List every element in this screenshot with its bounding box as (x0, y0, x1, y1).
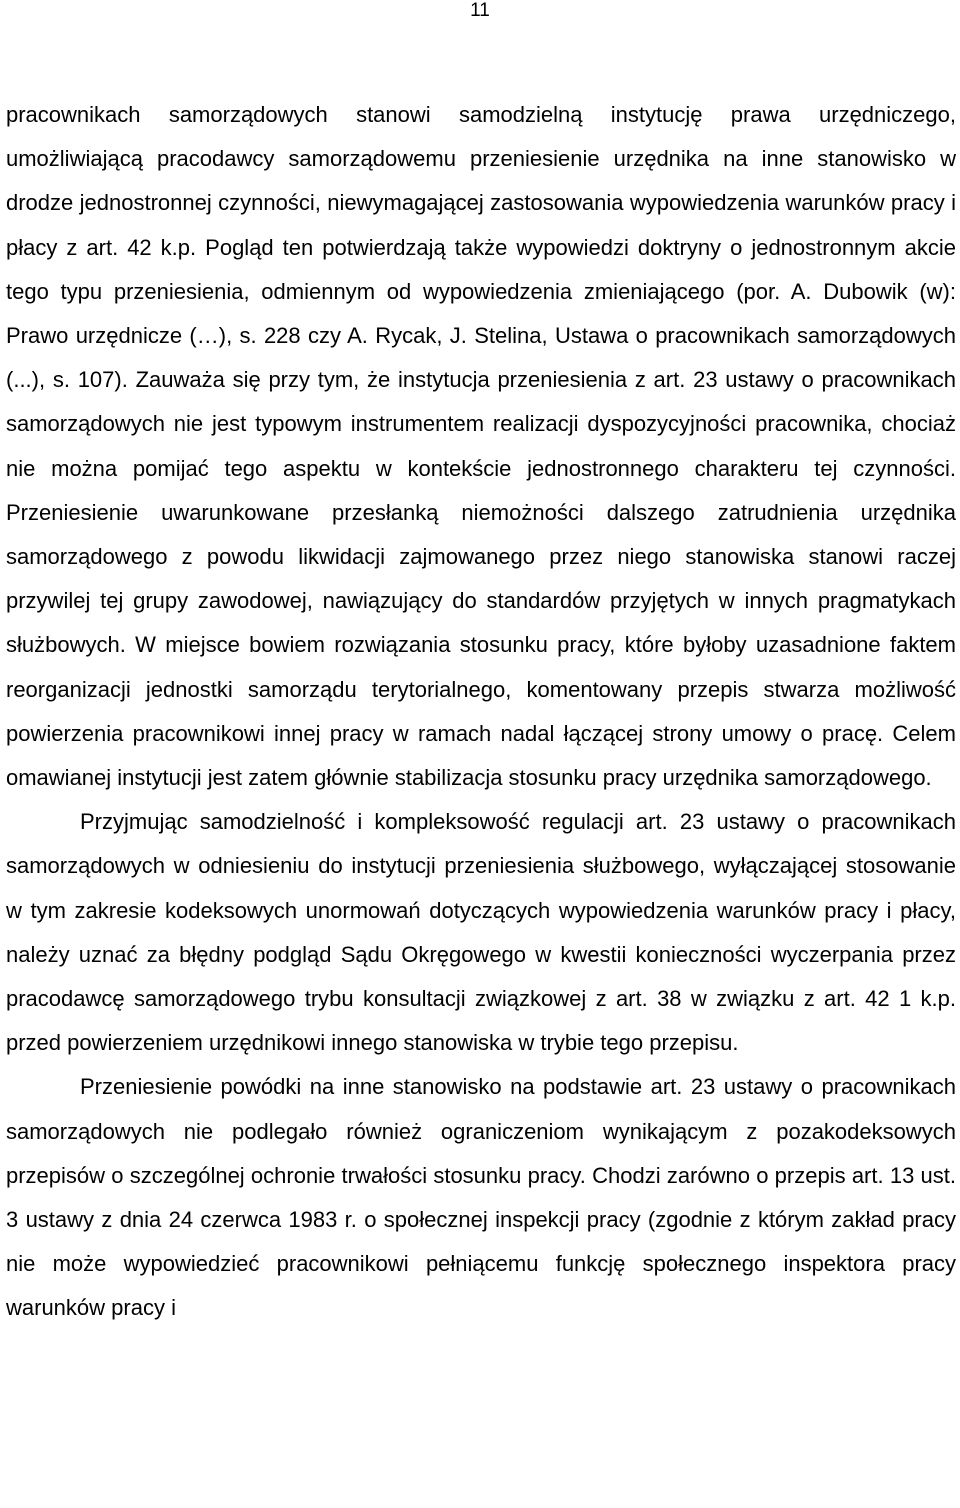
document-body (6, 93, 956, 1331)
paragraph-1: pracownikach samorządowych stanowi samodzielną instytucję prawa urzędniczego, umożliwiającą pracodawcy samorządowemu przeniesienie urzędnika na inne stanowisko w drodze jednostronnej czynności, niewymagającej zastosowania wypowiedzenia warunków pracy i płacy z art. 42 k.p. Pogląd ten potwierdzają także wypowiedzi doktryny o jednostronnym akcie tego typu przeniesienia, odmiennym od wypowiedzenia zmieniającego (por. A. Dubowik (w): Prawo urzędnicze (…), s. 228 czy A. Rycak, J. Stelina, Ustawa o pracownikach samorządowych (...), s. 107). Zauważa się przy tym, że instytucja przeniesienia z art. 23 ustawy o pracownikach samorządowych nie jest typowym instrumentem realizacji dyspozycyjności pracownika, chociaż nie można pomijać tego aspektu w kontekście jednostronnego charakteru tej czynności. Przeniesienie uwarunkowane przesłanką niemożności dalszego zatrudnienia urzędnika samorządowego z powodu likwidacji zajmowanego przez niego stanowiska stanowi raczej przywilej tej grupy zawodowej, nawiązujący do standardów przyjętych w innych pragmatykach służbowych. W miejsce bowiem rozwiązania stosunku pracy, które byłoby uzasadnione faktem reorganizacji jednostki samorządu terytorialnego, komentowany przepis stwarza możliwość powierzenia pracownikowi innej pracy w ramach nadal łączącej strony umowy o pracę. Celem omawianej instytucji jest zatem głównie stabilizacja stosunku pracy urzędnika samorządowego. (6, 102, 956, 791)
page-number: 11 (470, 0, 490, 21)
paragraph-2: Przyjmując samodzielność i kompleksowość regulacji art. 23 ustawy o pracownikach samorządowych w odniesieniu do instytucji przeniesienia służbowego, wyłączającej stosowanie w tym zakresie kodeksowych unormowań dotyczących wypowiedzenia warunków pracy i płacy, należy uznać za błędny podgląd Sądu Okręgowego w kwestii konieczności wyczerpania przez pracodawcę samorządowego trybu konsultacji związkowej z art. 38 w związku z art. 42 1 k.p. przed powierzeniem urzędnikowi innego stanowiska w trybie tego przepisu. (6, 809, 956, 1056)
paragraph-3: Przeniesienie powódki na inne stanowisko na podstawie art. 23 ustawy o pracownikach samorządowych nie podlegało również ograniczeniom wynikającym z pozakodeksowych przepisów o szczególnej ochronie trwałości stosunku pracy. Chodzi zarówno o przepis art. 13 ust. 3 ustawy z dnia 24 czerwca 1983 r. o społecznej inspekcji pracy (zgodnie z którym zakład pracy nie może wypowiedzieć pracownikowi pełniącemu funkcję społecznego inspektora pracy warunków pracy i (6, 1074, 956, 1321)
